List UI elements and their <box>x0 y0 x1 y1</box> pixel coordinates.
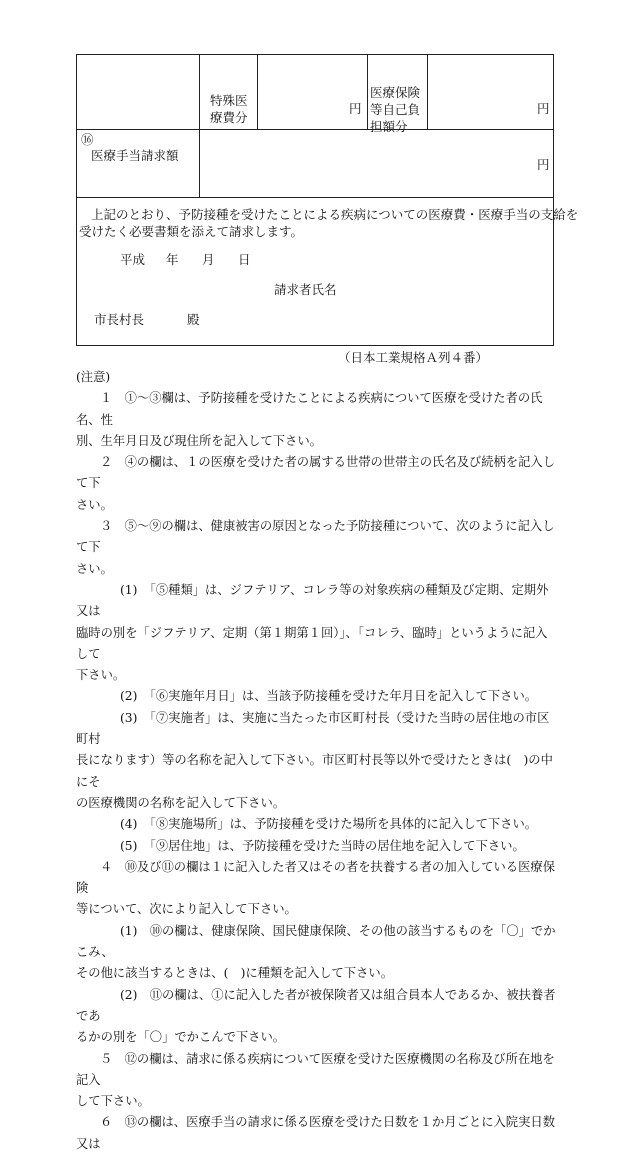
date-year-unit: 年 <box>166 252 179 267</box>
note-line: ４ ⑩及び⑪の欄は１に記入した者又はその者を扶養する者の加入している医療保険 <box>76 859 555 896</box>
insurance-self-pay-label: 担額分 <box>370 119 408 134</box>
note-line: (5) 「⑨居住地」は、予防接種を受けた当時の居住地を記入して下さい。 <box>120 838 525 853</box>
note-line: さい。 <box>76 561 113 576</box>
note-line: (2) 「⑥実施年月日」は、当該予防接種を受けた年月日を記入して下さい。 <box>120 689 538 704</box>
note-line: ５ ⑫の欄は、請求に係る疾病について医療を受けた医療機関の名称及び所在地を記入 <box>76 1051 555 1087</box>
medical-allowance-claim-label: 医療手当請求額 <box>91 148 179 163</box>
notes-section <box>76 367 556 1155</box>
row-divider <box>77 129 553 130</box>
note-line: 長になります）等の名称を記入して下さい。市区町村長等以外で受けたときは( )の中にそ <box>76 753 553 789</box>
note-line: 別、生年月日及び現住所を記入して下さい。 <box>76 433 322 448</box>
note-line: (1) 「⑤種類」は、ジフテリア、コレラ等の対象疾病の種類及び定期、定期外又は <box>76 582 549 619</box>
note-line: の医療機関の名称を記入して下さい。 <box>76 795 286 810</box>
date-month-unit: 月 <box>202 252 215 267</box>
note-line: (4) 「⑧実施場所」は、予防接種を受けた場所を具体的に記入して下さい。 <box>120 817 538 832</box>
note-line: ３ ⑤～⑨の欄は、健康被害の原因となった予防接種について、次のように記入して下 <box>76 519 555 555</box>
paper-standard-note: （日本工業規格Ａ列４番） <box>338 350 489 365</box>
note-line: ２ ④の欄は、１の医療を受けた者の属する世帯の世帯主の氏名及び続柄を記入して下 <box>76 455 555 491</box>
note-line: ６ ⑬の欄は、医療手当の請求に係る医療を受けた日数を１か月ごとに入院実日数又は <box>76 1115 555 1151</box>
claim-statement: 受けたく必要書類を添えて請求します。 <box>79 224 304 239</box>
insurance-self-pay-label: 医療保険 <box>370 85 421 100</box>
date-day-unit: 日 <box>238 252 251 267</box>
note-line: して下さい。 <box>76 1094 150 1109</box>
honorific: 殿 <box>187 312 200 327</box>
mayor-label: 市長村長 <box>94 312 145 327</box>
column-divider <box>427 55 428 129</box>
row-divider <box>77 197 553 198</box>
note-line: １ ①～③欄は、予防接種を受けたことによる疾病について医療を受けた者の氏名、性 <box>76 391 543 427</box>
notes-header: (注意) <box>76 370 111 384</box>
special-medical-cost-label: 療費分 <box>210 110 248 125</box>
note-line: 等について、次により記入して下さい。 <box>76 902 297 917</box>
claim-statement: 上記のとおり、予防接種を受けたことによる疾病についての医療費・医療手当の支給を <box>91 207 579 222</box>
insurance-self-pay-yen: 円 <box>537 101 550 116</box>
note-line: 下さい。 <box>76 668 126 683</box>
medical-allowance-claim-yen: 円 <box>537 157 550 172</box>
note-line: (2) ⑪の欄は、①に記入した者が被保険者又は組合員本人であるか、被扶養者であ <box>76 987 556 1023</box>
note-line: (1) ⑩の欄は、健康保険、国民健康保険、その他の該当するものを「〇」でかこみ、 <box>76 923 556 960</box>
claim-form-table <box>76 54 579 346</box>
column-divider <box>199 55 200 197</box>
special-medical-cost-label: 特殊医 <box>210 93 248 108</box>
column-divider <box>257 55 258 129</box>
special-medical-cost-yen: 円 <box>349 101 362 116</box>
note-line: さい。 <box>76 497 113 512</box>
claimant-name-label: 請求者氏名 <box>274 282 337 297</box>
column-divider <box>367 55 368 129</box>
note-line: るかの別を「〇」でかこんで下さい。 <box>76 1030 286 1045</box>
insurance-self-pay-label: 等自己負 <box>370 102 421 117</box>
date-era: 平成 <box>120 252 146 267</box>
note-line: その他に該当するときは、( )に種類を記入して下さい。 <box>76 966 394 981</box>
note-line: (3) 「⑦実施者」は、実施に当たった市区町村長（受けた当時の居住地の市区町村 <box>76 710 550 747</box>
item-16-number: ⑯ <box>81 132 94 147</box>
note-line: 臨時の別を「ジフテリア、定期（第１期第１回）」、「コレラ、臨時」というように記入して <box>76 625 548 661</box>
